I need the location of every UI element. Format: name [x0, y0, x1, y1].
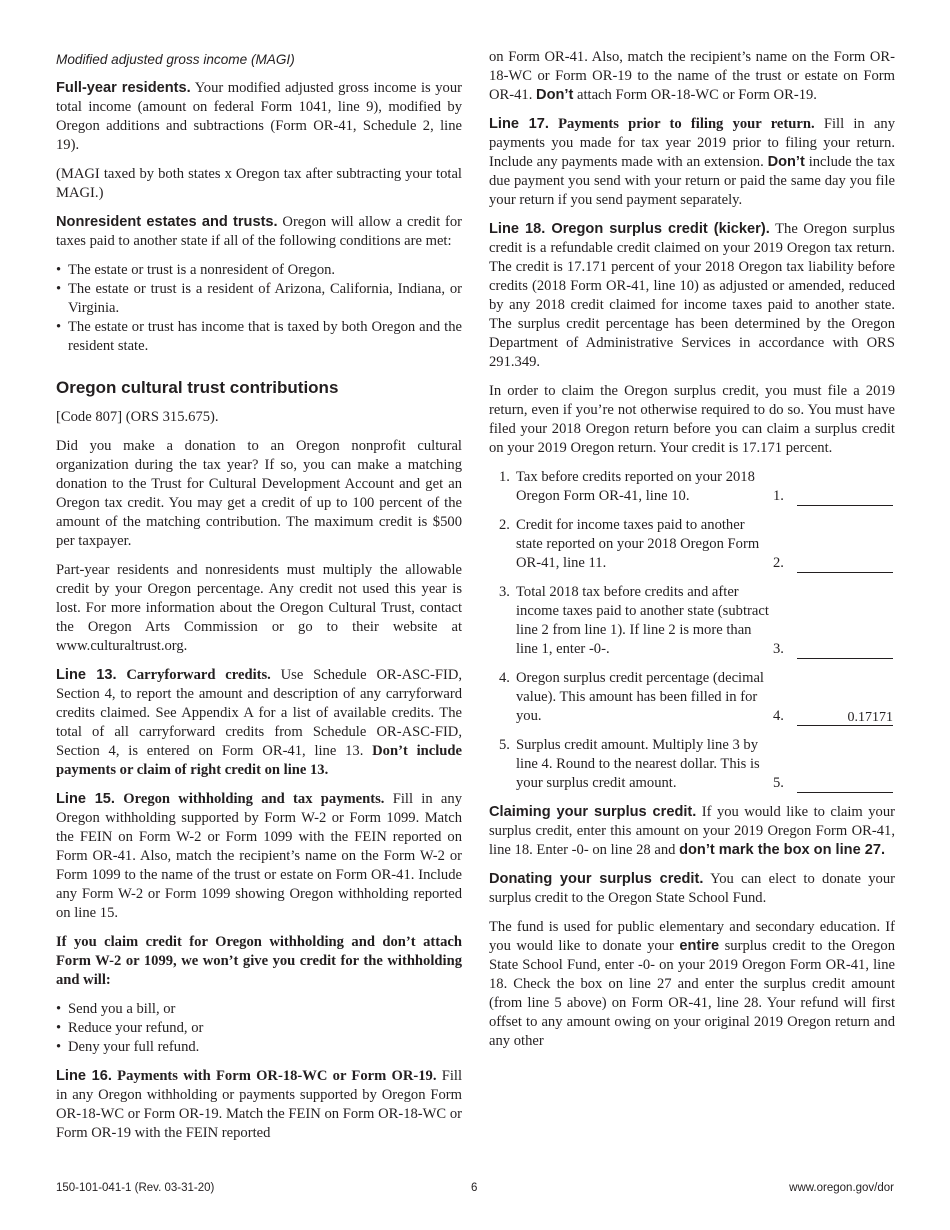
line-15-label: Line 15. [56, 791, 115, 807]
worksheet-amount-field[interactable] [797, 641, 893, 659]
line-17-paragraph [489, 115, 895, 210]
worksheet-row-text: Credit for income taxes paid to another state reported on your 2018 Oregon Form OR-41, line 11. [516, 517, 760, 571]
worksheet-line-number: 3. [773, 641, 784, 657]
line-13-title: Carryforward credits. [116, 667, 271, 683]
withholding-consequences-list [56, 1000, 462, 1057]
fund-text-2: surplus credit to the Oregon State School Fund, enter -0- on your 2019 Oregon Form OR-41, line 18. Check the box on line 27 and enter the surplus credit amount (from line 5 above) on Form OR-41, line 28. Your refund will first offset to any amount owing on your original 2019 Oregon return and any other [489, 938, 895, 1049]
line-16-continued-text: on Form OR-41. Also, match the recipient’s name on the Form OR-18-WC or Form OR-19 to the name of the trust or estate on Form OR-41. [489, 49, 895, 103]
worksheet-line-number: 2. [773, 555, 784, 571]
donating-paragraph [489, 870, 895, 908]
nonresident-conditions-list [56, 261, 462, 356]
claim-intro-paragraph: In order to claim the Oregon surplus credit, you must file a 2019 return, even if you’re not otherwise required to do so. You must have filed your 2018 Oregon return before you can claim a surplus credit on your 2019 Oregon return. Your credit is 17.171 percent. [489, 383, 895, 456]
list-item: • Send you a bill, or [56, 1000, 462, 1019]
line-16-text: Fill in any Oregon withholding or payments supported by Oregon Form OR-18-WC or Form OR-19. Match the FEIN on Form OR-18-WC or Form OR-19 with the FEIN reported [56, 1068, 462, 1141]
nonresident-title: Nonresident estates and trusts. [56, 214, 278, 230]
footer-form-id: 150-101-041-1 (Rev. 03-31-20) [56, 1182, 215, 1194]
worksheet-row [489, 468, 895, 506]
worksheet-row-number: 1. [499, 469, 510, 485]
worksheet-row-number: 4. [499, 670, 510, 686]
list-item: • The estate or trust is a nonresident of Oregon. [56, 261, 462, 280]
donating-text: You can elect to donate your surplus credit to the Oregon State School Fund. [489, 871, 895, 906]
line-15-text: Fill in any Oregon withholding supported by Form W-2 or Form 1099. Match the FEIN on Form W-2 or Form 1099 with the FEIN reported on Form OR-41. Also, match the recipient’s name on the Form W-2 or Form 1099 to the name of the trust or estate on Form OR-41. Include any Form W-2 or Form 1099 showing Oregon withholding reported on line 15. [56, 791, 463, 921]
worksheet-line-number: 4. [773, 708, 784, 724]
right-column [489, 48, 895, 1061]
line-13-label: Line 13. [56, 667, 117, 683]
line-16-paragraph [56, 1067, 462, 1143]
worksheet-row-text: Surplus credit amount. Multiply line 3 by line 4. Round to the nearest dollar. This is your surplus credit amount. [516, 737, 760, 791]
claiming-paragraph [489, 803, 895, 860]
line-16-label: Line 16. [56, 1068, 112, 1084]
claiming-bold-note: don’t mark the box on line 27. [679, 842, 886, 858]
worksheet-row-text: Tax before credits reported on your 2018 Oregon Form OR-41, line 10. [516, 469, 755, 504]
line-18-paragraph [489, 220, 895, 372]
claiming-text: If you would like to claim your surplus credit, enter this amount on your 2019 Oregon Form OR-41, line 18. Enter -0- on line 28 and [489, 804, 895, 858]
worksheet-row-number: 2. [499, 517, 510, 533]
line-13-bold-note: Don’t include payments or claim of right credit on line 13. [56, 743, 463, 778]
footer-page-number: 6 [471, 1182, 478, 1194]
line-17-text-2: include the tax due payment you send with your return or paid the same day you file your return if you send payment separately. [489, 154, 895, 208]
line-15-paragraph [56, 790, 462, 923]
line-18-text: The Oregon surplus credit is a refundable credit claimed on your 2019 Oregon tax return. The credit is 17.171 percent of your 2018 Oregon tax liability before credits (2018 Form OR-41, line 10) as adjusted or amended, reduced by any 2018 credit claimed for income taxes paid to another state. The surplus credit percentage has been determined by the Oregon Department of Administrative Services in accordance with ORS 291.349. [489, 221, 895, 370]
line-17-title: Payments prior to filing your return. [548, 116, 815, 132]
full-year-residents-text: Your modified adjusted gross income is your total income (amount on federal Form 1041, line 9), modified by Oregon additions and subtractions (Form OR-41, Schedule 2, line 19). [56, 80, 463, 153]
worksheet-line-number: 1. [773, 488, 784, 504]
line-13-text: Use Schedule OR-ASC-FID, Section 4, to report the amount and description of any carryforward credits claimed. See Appendix A for a list of available credits. The total of all carryforward credits from Schedule OR-ASC-FID, Section 4, is entered on Form OR-41, line 13. [56, 667, 463, 759]
line-17-dont: Don’t [767, 154, 805, 170]
fund-entire: entire [679, 938, 720, 954]
worksheet-line-number: 5. [773, 775, 784, 791]
full-year-residents-title: Full-year residents. [56, 80, 191, 96]
worksheet-row [489, 736, 895, 793]
fund-paragraph [489, 918, 895, 1051]
magi-heading: Modified adjusted gross income (MAGI) [56, 52, 295, 67]
line-17-label: Line 17. [489, 116, 549, 132]
line-17-text: Fill in any payments you made for tax year 2019 prior to filing your return. Include any payments made with an extension. [489, 116, 896, 170]
full-year-residents-paragraph [56, 79, 462, 155]
left-column [56, 50, 462, 1153]
line-15-title: Oregon withholding and tax payments. [114, 791, 385, 807]
worksheet-amount-field: 0.17171 [797, 708, 893, 726]
magi-formula: (MAGI taxed by both states x Oregon tax after subtracting your total MAGI.) [56, 166, 462, 201]
surplus-credit-worksheet [489, 468, 895, 793]
worksheet-row-text: Oregon surplus credit percentage (decimal value). This amount has been filled in for you. [516, 670, 764, 724]
worksheet-row-number: 5. [499, 737, 510, 753]
list-item: • The estate or trust has income that is taxed by both Oregon and the resident state. [56, 318, 462, 356]
line-18-title: Line 18. Oregon surplus credit (kicker). [489, 221, 770, 237]
line-16-dont: Don’t [536, 87, 574, 103]
worksheet-amount-field[interactable] [797, 775, 893, 793]
claiming-title: Claiming your surplus credit. [489, 804, 697, 820]
line-13-paragraph [56, 666, 462, 780]
line-16-continued-text-2: attach Form OR-18-WC or Form OR-19. [573, 87, 817, 103]
cultural-code: [Code 807] (ORS 315.675). [56, 409, 219, 425]
list-item: • The estate or trust is a resident of Arizona, California, Indiana, or Virginia. [56, 280, 462, 318]
line-16-title: Payments with Form OR-18-WC or Form OR-19. [111, 1068, 437, 1084]
withholding-warning: If you claim credit for Oregon withholding and don’t attach Form W-2 or 1099, we won’t give you credit for the withholding and will: [56, 934, 462, 988]
fund-text: The fund is used for public elementary and secondary education. If you would like to donate your [489, 919, 895, 954]
list-item: • Deny your full refund. [56, 1038, 462, 1057]
worksheet-amount-field[interactable] [797, 555, 893, 573]
cultural-paragraph-1: Did you make a donation to an Oregon nonprofit cultural organization during the tax year? If so, you can make a matching donation to the Trust for Cultural Development Account and get an Oregon tax credit. You may get a credit of up to 100 percent of the amount of the matching contribution. The maximum credit is $500 per taxpayer. [56, 438, 462, 549]
worksheet-row-number: 3. [499, 584, 510, 600]
worksheet-row [489, 669, 895, 726]
worksheet-amount-field[interactable] [797, 488, 893, 506]
list-item: • Reduce your refund, or [56, 1019, 462, 1038]
worksheet-row [489, 583, 895, 659]
cultural-trust-heading: Oregon cultural trust contributions [56, 378, 339, 397]
donating-title: Donating your surplus credit. [489, 871, 704, 887]
worksheet-row-text: Total 2018 tax before credits and after income taxes paid to another state (subtract line 2 from line 1). If line 2 is more than line 1, enter -0-. [516, 584, 769, 657]
worksheet-row [489, 516, 895, 573]
nonresident-text: Oregon will allow a credit for taxes paid to another state if all of the following conditions are met: [56, 214, 463, 249]
footer-website[interactable]: www.oregon.gov/dor [789, 1182, 894, 1194]
nonresident-paragraph [56, 213, 462, 251]
line-16-continued [489, 48, 895, 105]
cultural-paragraph-2: Part-year residents and nonresidents must multiply the allowable credit by your Oregon percentage. Any credit not used this year is lost. For more information about the Oregon Cultural Trust, contact the Oregon Arts Commission or go to their website at www.culturaltrust.org. [56, 562, 462, 654]
